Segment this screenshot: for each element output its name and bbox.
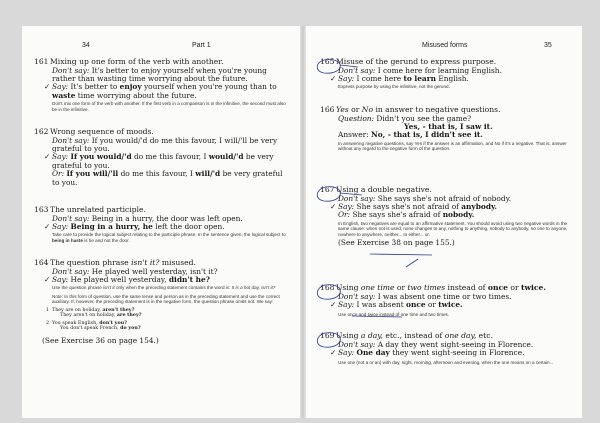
entry-168 <box>320 284 570 318</box>
usage-note: In answering negative questions, say Yes if the answer is an affirmation, and No if it's a negative. That is, answer without any regard to the negative form of the question. <box>338 140 567 152</box>
example-number: 1 <box>46 307 50 313</box>
dont-say-text: Being in a hurry, the door was left open. <box>91 213 243 223</box>
check-mark-icon: ✓ <box>330 202 337 211</box>
example-tag: are they? <box>116 312 142 319</box>
check-mark-icon: ✓ <box>44 222 51 231</box>
entry-162 <box>34 128 288 187</box>
entry-heading-term: isn't it? <box>131 258 160 267</box>
question-text: Didn't you see the game? <box>376 113 472 123</box>
dont-say-label: Don't say: <box>338 339 376 349</box>
entry-heading: etc., instead of <box>385 331 443 340</box>
dont-say-text: If you would/'d do me this favour, I will/'ll be very grateful to you. <box>52 135 278 153</box>
entry-heading: Using <box>336 283 359 292</box>
entry-heading: Wrong sequence of moods. <box>50 127 154 136</box>
left-part-title: Part 1 <box>192 42 211 49</box>
example-tag: don't you? <box>99 319 127 326</box>
check-mark-icon: ✓ <box>44 82 51 92</box>
say-text: It's better to <box>70 82 118 92</box>
entry-heading: Mixing up one form of the verb with another. <box>50 57 224 66</box>
or-label: Or: <box>52 169 65 179</box>
entry-heading-term: one time <box>360 283 395 292</box>
entry-heading: The question phrase <box>50 258 129 267</box>
say-label: Say: <box>52 82 69 92</box>
usage-note: In English, two negatives are equal to an affirmative statement. You should avoid using two negative words in the same clause: when not is used, none changes to any, nothing to anything, nobody to anybody, no one to anyone, nowhere to anywhere, neither... to either... or. <box>338 220 568 237</box>
entry-heading: misused. <box>161 258 196 267</box>
say-emphasis: would/'d <box>208 152 244 162</box>
answer-label: Answer: <box>338 130 369 140</box>
say-emphasis: enjoy <box>119 82 142 92</box>
say-text: I was absent <box>356 300 404 309</box>
usage-note: Use once and twice instead of one time and two times. <box>338 312 450 318</box>
entry-heading: The unrelated participle. <box>50 205 146 214</box>
entry-number: 164 <box>34 258 49 267</box>
entry-heading-term: Yes <box>336 105 349 114</box>
or-emphasis: will/'d <box>195 169 221 179</box>
say-label: Say: <box>52 222 69 231</box>
entry-heading: or <box>351 105 360 114</box>
say-text: yourself when you're young than to <box>144 82 277 92</box>
say-label: Say: <box>338 202 355 211</box>
say-emphasis: twice. <box>438 300 463 309</box>
book-spread <box>22 26 582 418</box>
check-mark-icon: ✓ <box>330 348 337 357</box>
or-text: She says she's afraid of <box>352 210 441 220</box>
dont-say-label: Don't say: <box>338 193 376 203</box>
example-text: They are on holiday, <box>52 307 101 313</box>
say-text: time worrying about the future. <box>77 90 197 100</box>
example-tag: aren't they? <box>102 306 135 313</box>
say-emphasis: once <box>406 300 426 309</box>
say-text: He played well yesterday, <box>70 275 167 284</box>
say-emphasis: Being in a hurry, he <box>70 222 153 231</box>
usage-note: Use one (not a or an) with day, night, morning, afternoon and evening, when the one means on a certain... <box>338 360 554 366</box>
entry-167 <box>320 186 570 247</box>
say-label: Say: <box>338 300 355 309</box>
entry-number: 169 <box>320 331 335 340</box>
usage-note: Use the question phrase <box>52 285 102 291</box>
say-text: be very grateful to you. <box>52 152 274 170</box>
entry-161 <box>34 58 288 112</box>
say-emphasis: One day <box>356 348 390 357</box>
question-label: Question: <box>338 113 375 123</box>
entry-heading: Using <box>336 331 359 340</box>
dont-say-text: I come here for learning English. <box>377 65 502 75</box>
entry-number: 167 <box>320 185 335 194</box>
dont-say-text: She says she's not afraid of nobody. <box>377 193 512 203</box>
entry-heading-term: a day, <box>360 331 383 340</box>
dont-say-text: It's better to enjoy yourself when you're young rather than wasting time worrying about the future. <box>52 65 267 83</box>
entry-heading: instead of <box>447 283 486 292</box>
say-emphasis: anybody. <box>461 202 498 211</box>
entry-heading-term: No <box>361 105 374 114</box>
usage-note-emphasis: being in haste <box>52 237 83 243</box>
usage-note: Don't mix one form of the verb with another. If the first verb in a comparison is in the infinitive, the second must also be in the infinitive. <box>52 101 286 112</box>
entry-heading-term: two times <box>407 283 446 292</box>
entry-heading: or <box>510 283 519 292</box>
left-page <box>22 26 298 418</box>
entry-heading-term: one day, <box>444 331 477 340</box>
say-text: do me this favour, I <box>134 152 207 162</box>
say-text: English. <box>438 74 469 83</box>
entry-163 <box>34 206 288 243</box>
right-page-number: 35 <box>544 42 552 49</box>
yes-answer-text: Yes, - that is, I saw it. <box>404 122 493 131</box>
say-label: Say: <box>52 152 69 162</box>
left-page-number: 34 <box>82 42 90 49</box>
entry-number: 165 <box>320 57 335 66</box>
entry-166 <box>320 106 570 152</box>
dont-say-text: He played well yesterday, isn't it? <box>91 266 218 276</box>
entry-number: 161 <box>34 57 49 66</box>
or-label: Or: <box>338 210 351 220</box>
entry-number: 162 <box>34 127 49 136</box>
say-emphasis: If you would/'d <box>70 152 132 162</box>
see-exercise: (See Exercise 38 on page 155.) <box>338 238 455 248</box>
entry-169 <box>320 332 570 366</box>
say-text: or <box>427 300 436 309</box>
example-2b <box>34 326 288 332</box>
check-mark-icon: ✓ <box>330 74 337 83</box>
right-section-title: Misused forms <box>422 42 468 49</box>
see-exercise: (See Exercise 36 on page 154.) <box>42 336 159 345</box>
say-emphasis: waste <box>52 90 76 100</box>
or-text: be very grateful to you. <box>52 169 283 187</box>
example-number: 2 <box>46 320 50 326</box>
say-text: She says she's not afraid of <box>356 202 459 211</box>
entry-number: 168 <box>320 283 335 292</box>
dont-say-label: Don't say: <box>52 65 90 75</box>
dont-say-label: Don't say: <box>52 135 90 145</box>
dont-say-label: Don't say: <box>52 213 90 223</box>
entry-heading: etc. <box>478 331 493 340</box>
right-page <box>306 26 582 418</box>
check-mark-icon: ✓ <box>330 300 337 309</box>
dont-say-label: Don't say: <box>338 65 376 75</box>
no-answer-text: No, - that is, I didn't see it. <box>370 130 483 140</box>
dont-say-label: Don't say: <box>338 291 376 301</box>
entry-164 <box>34 259 288 345</box>
or-emphasis: If you will/'ll <box>66 169 119 179</box>
usage-note-term: is: <box>225 285 231 291</box>
say-text: left the door open. <box>155 222 225 231</box>
usage-note: is he and not the door. <box>84 237 130 243</box>
usage-note-term: isn't it <box>103 285 115 291</box>
dont-say-text: A day they went sight-seeing in Florence. <box>377 339 534 349</box>
or-emphasis: nobody. <box>442 210 475 220</box>
usage-note: only when the preceding statement contains the word <box>115 285 225 291</box>
say-emphasis: didn't he? <box>168 275 211 284</box>
say-label: Say: <box>338 348 355 357</box>
example-text: They aren't on holiday, <box>60 313 116 319</box>
entry-heading-emphasis: twice. <box>521 283 547 292</box>
say-label: Say: <box>52 275 69 284</box>
entry-number: 166 <box>320 105 335 114</box>
say-text: they went sight-seeing in Florence. <box>392 348 525 357</box>
dont-say-text: I was absent one time or two times. <box>377 291 512 301</box>
dont-say-label: Don't say: <box>52 266 90 276</box>
entry-number: 163 <box>34 205 49 214</box>
example-text: You don't speak French, <box>60 326 119 332</box>
entry-165 <box>320 58 570 90</box>
entry-heading: or <box>396 283 406 292</box>
say-text: I come here <box>356 74 402 83</box>
usage-note: Express purpose by using the infinitive, not the gerund. <box>338 84 450 90</box>
entry-heading: in answer to negative questions. <box>375 105 501 114</box>
say-label: Say: <box>338 74 355 83</box>
example-tag: do you? <box>120 325 141 332</box>
or-text: do me this favour, I <box>120 169 193 179</box>
example-text: You speak English, <box>52 320 98 326</box>
usage-note: Take care to provide the logical subject relating to the participle phrase. In the sentence given, the logical subject to <box>52 232 286 238</box>
example-1b <box>34 313 288 319</box>
say-emphasis: to learn <box>403 74 436 83</box>
entry-heading: Using a double negative. <box>336 185 432 194</box>
usage-note-example: It is a hot day, isn't it? <box>231 285 276 291</box>
entry-heading: Misuse of the gerund to express purpose. <box>336 57 497 66</box>
check-mark-icon: ✓ <box>44 152 51 162</box>
check-mark-icon: ✓ <box>44 275 51 284</box>
entry-heading-emphasis: once <box>487 283 508 292</box>
usage-note: Note: In this form of question, use the same tense and person as in the preceding statement and use the correct auxiliary. If, however, the preceding statement is in the negative form, the question phrase omits not. We say: <box>52 293 280 305</box>
